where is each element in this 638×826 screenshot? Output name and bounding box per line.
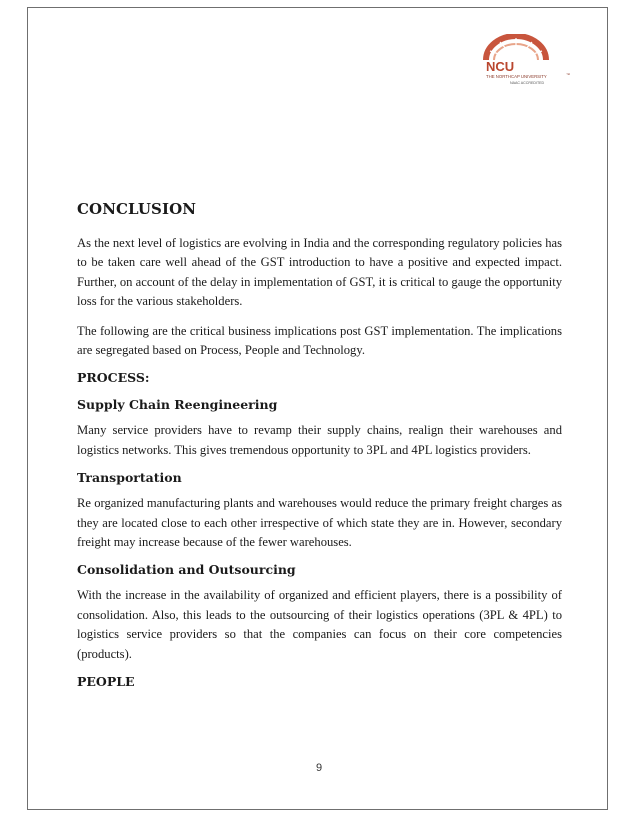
logo-main-text: NCU [486,59,515,74]
logo-accredit-text: NAAC ACCREDITED [510,81,545,85]
supply-chain-paragraph: Many service providers have to revamp their supply chains, realign their warehouses and logistics networks. This gives tremendous opportunity to 3PL and 4PL logistics providers. [77,423,562,457]
supply-chain-heading: Supply Chain Reengineering [77,397,278,413]
logo-sub-text: THE NORTHCAP UNIVERSITY [486,74,547,79]
document-content [77,199,562,698]
conclusion-paragraph-2: The following are the critical business implications post GST implementation. The implications are segregated based on Process, People and Technology. [77,323,562,358]
people-heading: PEOPLE [77,674,135,690]
ncu-logo-icon [480,34,580,86]
conclusion-heading: CONCLUSION [77,200,197,218]
logo-tm: ™ [566,72,570,77]
page-number: 9 [315,762,323,774]
conclusion-paragraph-1: As the next level of logistics are evolving in India and the corresponding regulatory policies has to be taken care well ahead of the GST introduction to have a positive and expected impact. Further, on account of the delay in implementation of GST, it is critical to gauge the opportunity loss for the various stakeholders. [77,236,562,309]
university-logo [480,34,580,86]
transportation-heading: Transportation [77,470,182,486]
process-heading: PROCESS: [77,370,150,386]
transportation-paragraph: Re organized manufacturing plants and warehouses would reduce the primary freight charges as they are located close to each other irrespective of which state they are in. However, secondary freight may increase because of the fewer warehouses. [77,496,562,550]
consolidation-paragraph: With the increase in the availability of organized and efficient players, there is a possibility of consolidation. Also, this leads to the outsourcing of their logistics operations (3PL & 4PL) to logistics service providers so that the companies can focus on their core competencies (products). [77,588,562,661]
consolidation-heading: Consolidation and Outsourcing [77,562,296,578]
